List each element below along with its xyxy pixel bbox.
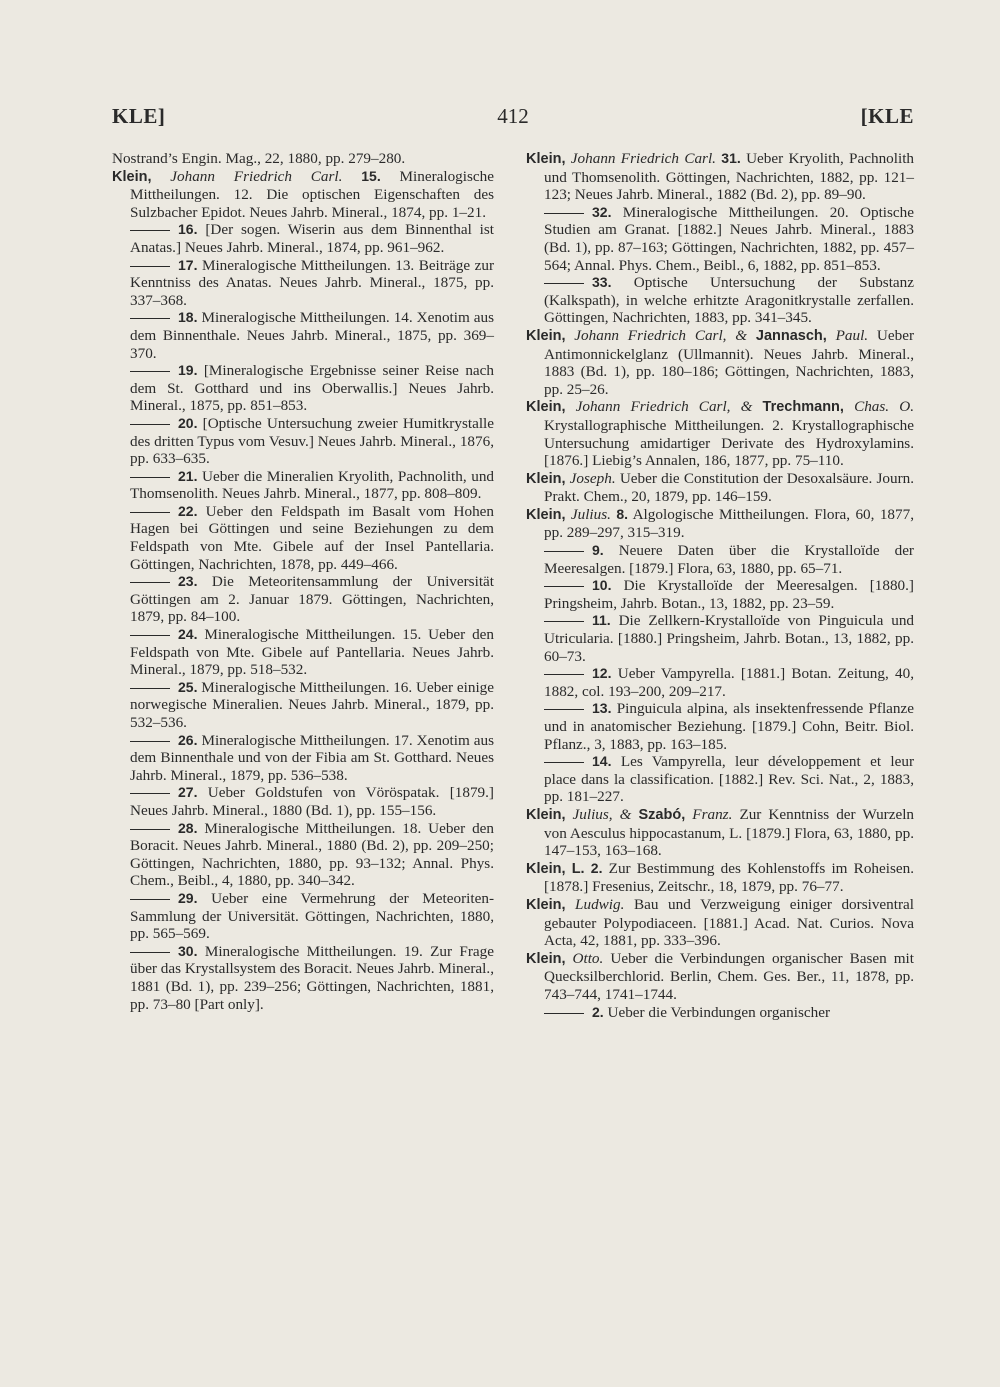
- bibliography-entry: [526, 506, 914, 542]
- entry-number: 17.: [178, 256, 198, 273]
- header-left-guide: KLE]: [112, 104, 166, 128]
- bibliography-entry: [526, 577, 914, 612]
- entry-text: Ueber eine Vermehrung der Meteoriten-Sammlung der Universität. Göttingen, Nachrichten, 1880, pp. 565–569.: [130, 889, 494, 943]
- ditto-rule: [130, 230, 170, 231]
- bibliography-entry: [526, 274, 914, 327]
- entry-number: 10.: [592, 577, 612, 594]
- coauthor-surname: Jannasch,: [755, 327, 827, 344]
- coauthor-surname: L.: [571, 860, 585, 877]
- entry-text: Ueber Vampyrella. [1881.] Botan. Zeitung, 40, 1882, col. 193–200, 209–217.: [544, 665, 915, 700]
- entry-text: Krystallographische Mittheilungen. 2. Krystallographische Untersuchung amidartiger Derivate des Hydroxylamins. [1876.] Liebig’s Annalen, 186, 1877, pp. 75–110.: [544, 416, 914, 470]
- entry-number: 32.: [592, 203, 612, 220]
- author-surname: Klein,: [526, 896, 566, 913]
- ditto-rule: [544, 1013, 584, 1014]
- coauthor-given-name: Franz.: [692, 805, 733, 823]
- ditto-rule: [130, 266, 170, 267]
- page-number: 412: [497, 104, 529, 128]
- bibliography-entry: [112, 679, 494, 732]
- bibliography-entry: [112, 150, 494, 168]
- entry-number: 14.: [592, 753, 612, 770]
- author-given-name: Johann Friedrich Carl.: [170, 167, 343, 185]
- author-surname: Klein,: [526, 860, 566, 877]
- entry-text: Mineralogische Mittheilungen. 12. Die optischen Eigenschaften des Sulzbacher Epidot. Neues Jahrb. Mineral., 1874, pp. 1–21.: [130, 167, 494, 221]
- entry-text: Ueber die Mineralien Kryolith, Pachnolith, und Thomsenolith. Neues Jahrb. Mineral., 1877, pp. 808–809.: [130, 467, 495, 503]
- bibliography-entry: [526, 542, 914, 577]
- entry-number: 20.: [178, 414, 198, 431]
- bibliography-entry: [112, 943, 494, 1013]
- ditto-rule: [130, 424, 170, 425]
- author-given-name: Julius.: [570, 505, 611, 523]
- entry-text: Mineralogische Mittheilungen. 13. Beiträge zur Kenntniss des Anatas. Neues Jahrb. Mineral., 1875, pp. 337–368.: [130, 256, 495, 309]
- entry-number: 23.: [178, 573, 198, 590]
- bibliography-entry: [112, 362, 494, 415]
- bibliography-entry: [526, 470, 914, 506]
- ditto-rule: [544, 674, 584, 675]
- bibliography-entry: [526, 860, 914, 896]
- bibliography-entry: [526, 806, 914, 860]
- ditto-rule: [130, 582, 170, 583]
- entry-number: 33.: [592, 274, 612, 291]
- ditto-rule: [544, 551, 584, 552]
- right-column: [526, 150, 914, 1021]
- ditto-rule: [130, 899, 170, 900]
- bibliography-entry: [526, 327, 914, 398]
- ditto-rule: [130, 741, 170, 742]
- entry-number: 31.: [721, 150, 741, 166]
- ditto-rule: [544, 213, 584, 214]
- coauthor-given-name: Chas. O.: [854, 398, 915, 416]
- coauthor-surname: Trechmann,: [762, 399, 844, 416]
- entry-text: Ueber die Verbindungen organischer: [607, 1003, 831, 1021]
- entry-text: Mineralogische Mittheilungen. 20. Optische Studien am Granat. [1882.] Neues Jahrb. Mineral., 1883 (Bd. 1), pp. 87–163; Göttingen, Nachrichten, 1882, pp. 457–564; Annal. Phys. Chem., Beibl., 6, 1882, pp. 851–853.: [544, 203, 914, 274]
- entry-text: [Optische Untersuchung zweier Humitkrystalle des dritten Typus vom Vesuv.] Neues Jahrb. Mineral., 1876, pp. 633–635.: [130, 414, 495, 468]
- entry-text: Mineralogische Mittheilungen. 19. Zur Frage über das Krystallsystem des Boracit. Neues Jahrb. Mineral., 1881 (Bd. 1), pp. 239–256; Göttingen, Nachrichten, 1881, pp. 73–80 [Part only].: [130, 942, 494, 1013]
- entry-text: Mineralogische Mittheilungen. 16. Ueber einige norwegische Mineralien. Neues Jahrb. Mineral., 1879, pp. 532–536.: [130, 678, 495, 731]
- entry-number: 21.: [178, 467, 198, 484]
- entry-text: Neuere Daten über die Krystalloïde der Meeresalgen. [1879.] Flora, 63, 1880, pp. 65–71.: [544, 542, 914, 577]
- author-surname: Klein,: [526, 950, 566, 967]
- coauthor-surname: Szabó,: [638, 806, 686, 823]
- bibliography-entry: [526, 753, 914, 806]
- entry-text: Optische Untersuchung der Substanz (Kalkspath), in welche erhitzte Aragonitkrystalle zerfallen. Göttingen, Nachrichten, 1883, pp. 341–345.: [544, 274, 915, 327]
- ditto-rule: [130, 512, 170, 513]
- entry-number: 2.: [590, 859, 603, 876]
- ditto-rule: [544, 621, 584, 622]
- ditto-rule: [130, 793, 170, 794]
- ditto-rule: [544, 283, 584, 284]
- header-right-guide: [KLE: [860, 104, 914, 128]
- entry-text: Mineralogische Mittheilungen. 14. Xenotim aus dem Binnenthale. Neues Jahrb. Mineral., 1875, pp. 369–370.: [130, 309, 494, 362]
- author-surname: Klein,: [112, 168, 152, 185]
- entry-text: Die Krystalloïde der Meeresalgen. [1880.] Pringsheim, Jahrb. Botan., 13, 1882, pp. 23–59.: [544, 577, 914, 612]
- entry-number: 22.: [178, 502, 198, 519]
- author-given-name: Johann Friedrich Carl, &: [574, 326, 756, 344]
- author-given-name: Joseph.: [569, 469, 616, 487]
- ditto-rule: [130, 371, 170, 372]
- ditto-rule: [130, 952, 170, 953]
- bibliography-entry: [112, 257, 494, 310]
- entry-text: Ueber den Feldspath im Basalt vom Hohen Hagen bei Göttingen und seine Beziehungen zu dem Feldspath von Mte. Gibele auf der Insel Pantellaria. Göttingen, Nachrichten, 1878, pp. 449–466.: [130, 502, 495, 573]
- entry-number: 8.: [616, 505, 629, 522]
- bibliography-entry: [526, 896, 914, 950]
- bibliography-entry: [526, 700, 914, 753]
- bibliography-entry: [112, 784, 494, 819]
- entry-text: [Mineralogische Ergebnisse seiner Reise nach dem St. Gotthard und ins Oberwallis.] Neues Jahrb. Mineral., 1875, pp. 851–853.: [130, 362, 494, 415]
- entry-number: 19.: [178, 362, 198, 379]
- author-given-name: Otto.: [572, 949, 604, 967]
- author-given-name: Ludwig.: [575, 895, 625, 913]
- bibliography-entry: [112, 468, 494, 503]
- entry-number: 26.: [178, 731, 198, 748]
- entry-number: 16.: [178, 221, 198, 238]
- entry-text: Mineralogische Mittheilungen. 15. Ueber den Feldspath von Mte. Gibele auf Pantellaria. Neues Jahrb. Mineral., 1879, pp. 518–532.: [130, 626, 494, 679]
- bibliography-entry: [112, 503, 494, 573]
- bibliography-entry: [112, 820, 494, 890]
- left-column: [112, 150, 494, 1013]
- entry-text: Bau und Verzweigung einiger dorsiventral gebauter Polypodiaceen. [1881.] Acad. Nat. Curios. Nova Acta, 42, 1881, pp. 333–396.: [544, 895, 915, 950]
- entry-number: 13.: [592, 700, 612, 717]
- bibliography-entry: [112, 626, 494, 679]
- entry-text: Les Vampyrella, leur développement et leur place dans la classification. [1882.] Rev. Sci. Nat., 2, 1883, pp. 181–227.: [544, 753, 915, 806]
- ditto-rule: [130, 829, 170, 830]
- bibliography-entry: [112, 415, 494, 468]
- author-surname: Klein,: [526, 506, 566, 523]
- bibliography-entry: [526, 150, 914, 204]
- ditto-rule: [130, 635, 170, 636]
- author-given-name: Julius, &: [572, 805, 639, 823]
- entry-text: Algologische Mittheilungen. Flora, 60, 1877, pp. 289–297, 315–319.: [544, 505, 914, 542]
- bibliography-entry: [112, 309, 494, 362]
- ditto-rule: [544, 586, 584, 587]
- coauthor-given-name: Paul.: [835, 326, 869, 344]
- entry-text: Die Meteoritensammlung der Universität Göttingen am 2. Januar 1879. Göttingen, Nachrichten, 1879, pp. 84–100.: [130, 573, 494, 626]
- bibliography-entry: [112, 732, 494, 785]
- entry-text: Nostrand’s Engin. Mag., 22, 1880, pp. 279–280.: [112, 150, 406, 167]
- entry-text: Ueber Kryolith, Pachnolith und Thomsenolith. Göttingen, Nachrichten, 1882, pp. 121–123; Neues Jahrb. Mineral., 1882 (Bd. 2), pp. 89–90.: [544, 150, 915, 204]
- entry-text: Mineralogische Mittheilungen. 17. Xenotim aus dem Binnenthale und von der Fibia am St. Gotthard. Neues Jahrb. Mineral., 1879, pp. 536–538.: [130, 731, 494, 784]
- bibliography-entry: [526, 665, 914, 700]
- author-surname: Klein,: [526, 327, 566, 344]
- entry-text: [Der sogen. Wiserin aus dem Binnenthal ist Anatas.] Neues Jahrb. Mineral., 1874, pp. 961–962.: [130, 221, 494, 256]
- entry-number: 28.: [178, 819, 198, 836]
- entry-number: 25.: [178, 678, 198, 695]
- entry-text: Mineralogische Mittheilungen. 18. Ueber den Boracit. Neues Jahrb. Mineral., 1880 (Bd. 2), pp. 209–250; Göttingen, Nachrichten, 1880, pp. 93–132; Annal. Phys. Chem., Beibl., 4, 1880, pp. 340–342.: [130, 819, 494, 890]
- ditto-rule: [130, 688, 170, 689]
- author-surname: Klein,: [526, 470, 566, 487]
- running-header: [112, 104, 914, 136]
- ditto-rule: [544, 709, 584, 710]
- entry-number: 29.: [178, 889, 198, 906]
- bibliography-entry: [526, 950, 914, 1004]
- entry-number: 27.: [178, 784, 198, 801]
- bibliography-entry: [112, 221, 494, 256]
- entry-text: Ueber die Verbindungen organischer Basen mit Quecksilberchlorid. Berlin, Chem. Ges. Ber., 11, 1878, pp. 743–744, 1741–1744.: [544, 949, 914, 1003]
- author-surname: Klein,: [526, 399, 566, 416]
- author-surname: Klein,: [526, 151, 566, 167]
- bibliography-entry: [112, 168, 494, 222]
- bibliography-entry: [112, 573, 494, 626]
- bibliography-entry: [526, 612, 914, 665]
- bibliography-entry: [112, 890, 494, 943]
- entry-text: Ueber die Constitution der Desoxalsäure. Journ. Prakt. Chem., 20, 1879, pp. 146–159.: [544, 469, 915, 506]
- author-given-name: Johann Friedrich Carl, &: [575, 398, 763, 416]
- entry-number: 12.: [592, 665, 612, 682]
- bibliography-entry: [526, 1004, 914, 1022]
- entry-text: Zur Kenntniss der Wurzeln von Aesculus hippocastanum, L. [1879.] Flora, 63, 1880, pp. 147–153, 163–168.: [544, 805, 915, 860]
- ditto-rule: [130, 477, 170, 478]
- entry-number: 24.: [178, 626, 198, 643]
- ditto-rule: [130, 318, 170, 319]
- bibliography-entry: [526, 398, 914, 469]
- entry-number: 9.: [592, 542, 604, 559]
- entry-number: 30.: [178, 942, 198, 959]
- entry-number: 15.: [361, 167, 381, 184]
- entry-number: 2.: [592, 1003, 604, 1020]
- ditto-rule: [544, 762, 584, 763]
- entry-text: Zur Bestimmung des Kohlenstoffs im Roheisen. [1878.] Fresenius, Zeitschr., 18, 1879, pp. 76–77.: [544, 859, 915, 896]
- author-surname: Klein,: [526, 806, 566, 823]
- entry-text: Ueber Goldstufen von Vöröspatak. [1879.] Neues Jahrb. Mineral., 1880 (Bd. 1), pp. 155–156.: [130, 784, 494, 819]
- bibliography-entry: [526, 204, 914, 274]
- author-given-name: Johann Friedrich Carl.: [570, 150, 716, 167]
- entry-text: Pinguicula alpina, als insektenfressende Pflanze und in anatomischer Beziehung. [1879.] Cohn, Beitr. Biol. Pflanz., 3, 1883, pp. 163–185.: [544, 700, 914, 753]
- entry-number: 18.: [178, 309, 198, 326]
- entry-text: Die Zellkern-Krystalloïde von Pinguicula und Utricularia. [1880.] Pringsheim, Jahrb. Botan., 13, 1882, pp. 60–73.: [544, 612, 915, 665]
- entry-text: Ueber Antimonnickelglanz (Ullmannit). Neues Jahrb. Mineral., 1883 (Bd. 1), pp. 180–186; Göttingen, Nachrichten, 1883, pp. 25–26.: [544, 326, 915, 398]
- entry-number: 11.: [592, 612, 611, 629]
